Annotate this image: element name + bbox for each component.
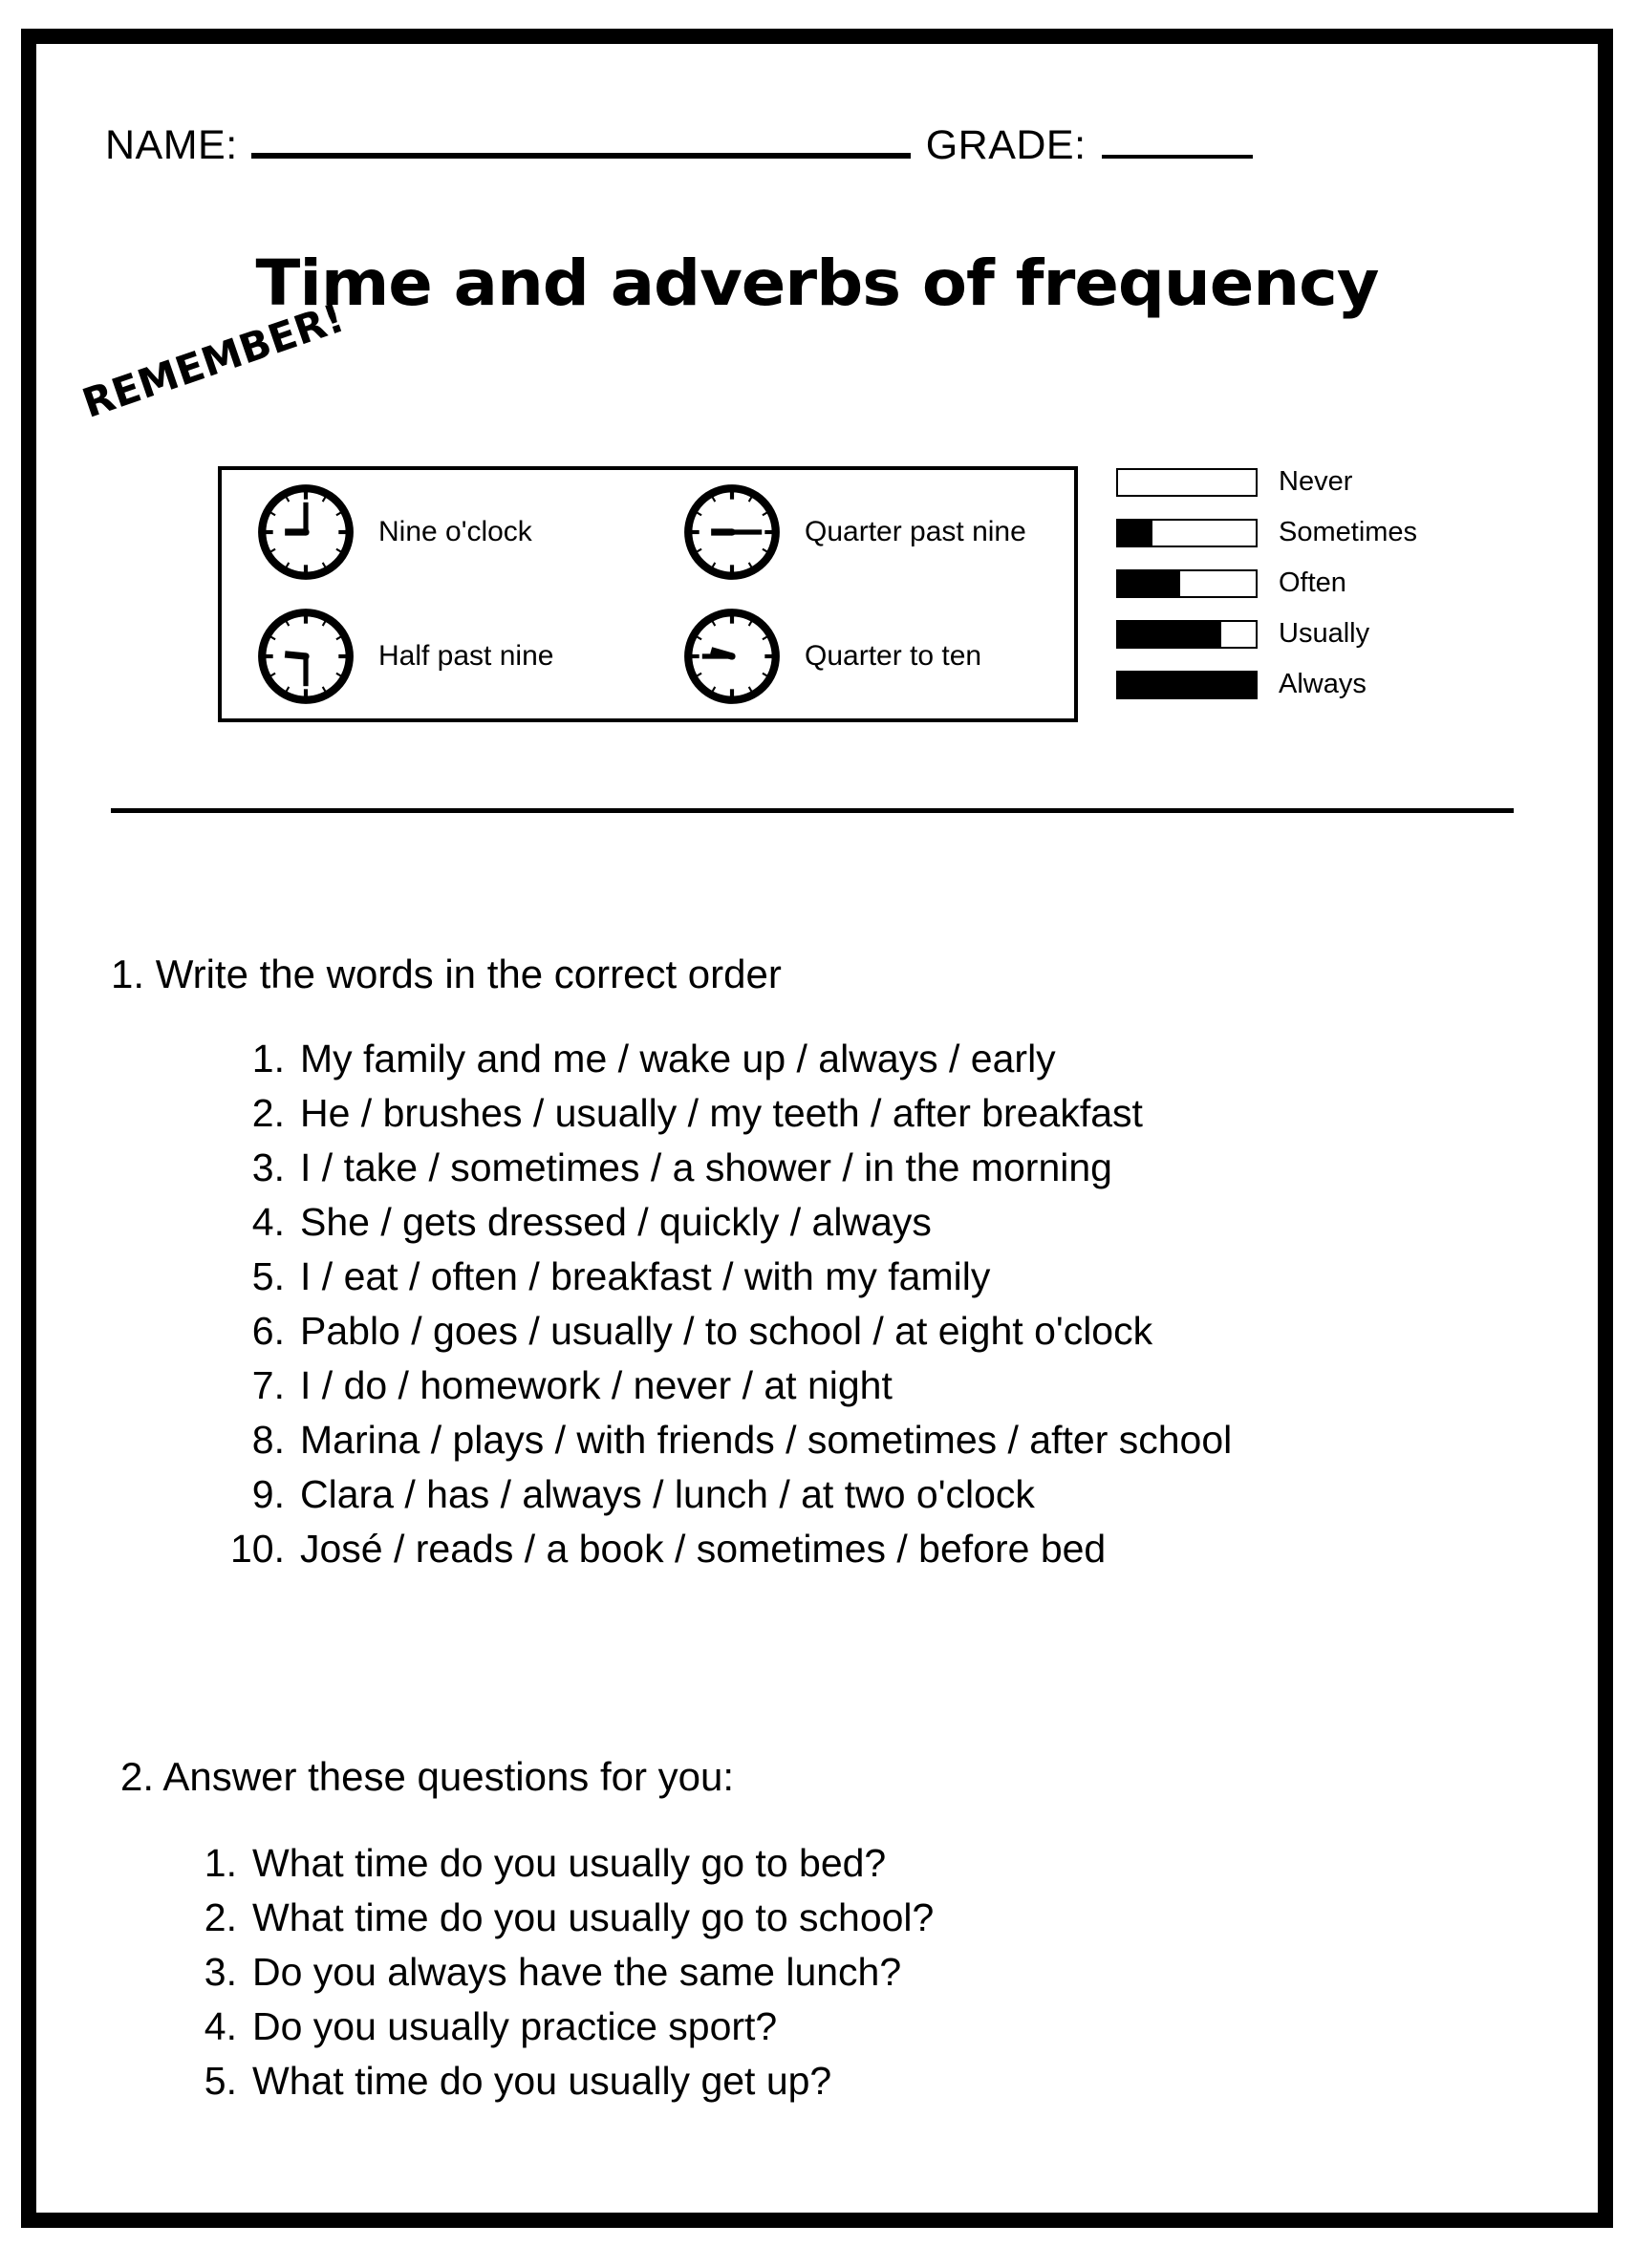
exercise-1 [36,952,1598,1576]
frequency-bar-fill [1118,521,1152,546]
list-item [226,1032,1598,1086]
exercise-2 [36,1754,1598,2108]
list-item [226,1467,1598,1522]
list-item [226,1359,1598,1413]
clock-face-icon [256,607,355,706]
list-item-number: 7. [251,1363,285,1407]
list-item-number: 8. [251,1418,285,1462]
name-input-line[interactable] [251,153,911,159]
frequency-legend-row [1116,558,1498,609]
list-item-text: Pablo / goes / usually / to school / at eight o'clock [300,1309,1153,1353]
list-item-text: I / take / sometimes / a shower / in the morning [300,1145,1112,1189]
list-item-number: 4. [251,1200,285,1244]
list-item-text: I / eat / often / breakfast / with my family [300,1254,991,1298]
clock-item [648,482,1074,582]
section-divider [111,808,1514,813]
clock-caption: Quarter to ten [805,640,982,672]
list-item [178,2054,1598,2108]
list-item-text: Do you usually practice sport? [252,2004,778,2048]
list-item-text: What time do you usually get up? [252,2059,832,2103]
list-item-number: 2. [204,1895,237,1939]
list-item-number: 2. [251,1091,285,1135]
exercise-1-heading: 1. Write the words in the correct order [111,952,782,996]
exercise-1-list [36,1032,1598,1576]
frequency-bar-usually [1116,620,1258,649]
frequency-legend-row [1116,457,1498,507]
frequency-label: Sometimes [1279,517,1418,547]
list-item-number: 1. [251,1037,285,1081]
frequency-label: Often [1279,567,1346,598]
clock-item [222,607,648,706]
clock-face-icon [256,482,355,582]
frequency-legend-row [1116,507,1498,558]
frequency-legend-row [1116,659,1498,710]
clock-item [648,607,1074,706]
list-item-text: José / reads / a book / sometimes / before bed [300,1527,1107,1571]
list-item-number: 5. [204,2059,237,2103]
list-item-number: 9. [251,1472,285,1516]
frequency-bar-often [1116,569,1258,598]
frequency-bar-never [1116,468,1258,497]
remember-badge: REMEMBER! [76,293,350,427]
clock-grid [222,470,1074,718]
list-item [178,1945,1598,2000]
list-item-number: 6. [251,1309,285,1353]
list-item-text: He / brushes / usually / my teeth / after breakfast [300,1091,1143,1135]
list-item [178,1836,1598,1891]
list-item-number: 1. [204,1841,237,1885]
list-item-text: She / gets dressed / quickly / always [300,1200,932,1244]
clock-face-icon [682,482,782,582]
list-item-text: What time do you usually go to bed? [252,1841,887,1885]
list-item [226,1413,1598,1467]
frequency-scale-legend [1116,457,1498,710]
list-item-text: Clara / has / always / lunch / at two o'clock [300,1472,1035,1516]
list-item [178,1891,1598,1945]
list-item-text: Marina / plays / with friends / sometimes / after school [300,1418,1233,1462]
exercise-2-heading: 2. Answer these questions for you: [120,1754,735,1799]
list-item-number: 4. [204,2004,237,2048]
frequency-legend-row [1116,609,1498,659]
grade-input-line[interactable] [1102,155,1253,159]
list-item [226,1086,1598,1141]
frequency-bar-fill [1118,571,1180,596]
list-item-number: 5. [251,1254,285,1298]
frequency-bar-sometimes [1116,519,1258,547]
list-item [226,1304,1598,1359]
list-item [226,1522,1598,1576]
page-title: Time and adverbs of frequency [255,246,1379,320]
clock-item [222,482,648,582]
list-item-number: 3. [251,1145,285,1189]
list-item [226,1141,1598,1195]
list-item-number: 3. [204,1950,237,1994]
list-item-text: Do you always have the same lunch? [252,1950,902,1994]
clock-reference-box [218,466,1078,722]
worksheet-page-border [21,29,1613,2228]
list-item-text: My family and me / wake up / always / early [300,1037,1056,1081]
frequency-label: Always [1279,669,1367,699]
list-item [226,1195,1598,1250]
list-item-text: What time do you usually go to school? [252,1895,935,1939]
clock-caption: Quarter past nine [805,516,1026,547]
frequency-label: Usually [1279,618,1370,649]
exercise-2-list [36,1836,1598,2108]
frequency-bar-fill [1118,673,1256,697]
frequency-bar-fill [1118,622,1221,647]
list-item-text: I / do / homework / never / at night [300,1363,893,1407]
list-item [226,1250,1598,1304]
name-label: NAME: [105,122,238,168]
clock-face-icon [682,607,782,706]
list-item-number: 10. [230,1527,285,1571]
clock-caption: Half past nine [378,640,554,672]
worksheet-content [36,44,1598,2213]
grade-label: GRADE: [925,122,1087,168]
frequency-label: Never [1279,466,1353,497]
frequency-bar-always [1116,671,1258,699]
list-item [178,2000,1598,2054]
clock-caption: Nine o'clock [378,516,532,547]
student-info-row [105,122,1558,169]
